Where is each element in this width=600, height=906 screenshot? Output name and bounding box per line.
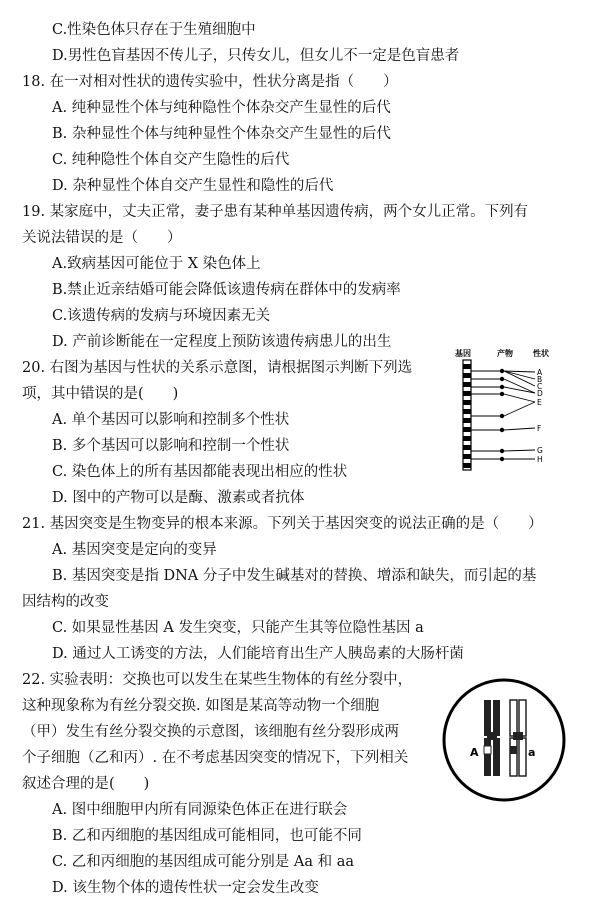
q19-stem-line1: 19. 某家庭中，丈夫正常，妻子患有某种单基因遗传病，两个女儿正常。下列有: [22, 204, 529, 220]
cell-outline: [444, 680, 564, 800]
allele-label-left: A: [470, 746, 479, 759]
q19-option-a: A.致病基因可能位于 X 染色体上: [52, 256, 261, 272]
q21-stem: 21. 基因突变是生物变异的根本来源。下列关于基因突变的说法正确的是（ ）: [22, 516, 543, 532]
q19-stem-line2: 关说法错误的是（ ）: [22, 230, 182, 246]
q22-option-b: B. 乙和丙细胞的基因组成可能相同，也可能不同: [52, 828, 362, 844]
mitotic-crossover-cell-diagram: [440, 676, 568, 804]
q18-option-c: C. 纯种隐性个体自交产生隐性的后代: [52, 152, 290, 168]
trait-b: B: [537, 375, 543, 384]
q18-stem: 18. 在一对相对性状的遗传实验中，性状分离是指（ ）: [22, 74, 398, 90]
q22-stem-line3: （甲）发生有丝分裂交换的示意图，该细胞有丝分裂形成两: [22, 724, 399, 740]
q19-option-c: C.该遗传病的发病与环境因素无关: [52, 308, 271, 324]
trait-c: C: [537, 382, 543, 391]
diagram-header-trait: 性状: [533, 349, 549, 358]
q22-stem-line4: 个子细胞（乙和丙）. 在不考虑基因突变的情况下，下列相关: [22, 750, 409, 766]
q21-option-b-line2: 因结构的改变: [22, 594, 109, 610]
q18-option-d: D. 杂种显性个体自交产生显性和隐性的后代: [52, 178, 334, 194]
q18-option-b: B. 杂种显性个体与纯种显性个体杂交产生显性的后代: [52, 126, 391, 142]
q20-stem-line1: 20. 右图为基因与性状的关系示意图，请根据图示判断下列选: [22, 360, 413, 376]
q22-option-c: C. 乙和丙细胞的基因组成可能分别是 Aa 和 aa: [52, 854, 355, 870]
q17-option-d: D.男性色盲基因不传儿子，只传女儿，但女儿不一定是色盲患者: [52, 48, 460, 64]
diagram-header-product: 产物: [497, 349, 513, 358]
product-trait-arrows: [504, 371, 535, 459]
q19-option-d: D. 产前诊断能在一定程度上预防该遗传病患儿的出生: [52, 334, 392, 350]
q20-option-b: B. 多个基因可以影响和控制一个性状: [52, 438, 290, 454]
q18-option-a: A. 纯种显性个体与纯种隐性个体杂交产生显性的后代: [52, 100, 391, 116]
q22-option-d: D. 该生物个体的遗传性状一定会发生改变: [52, 880, 319, 896]
q17-option-c: C.性染色体只存在于生殖细胞中: [52, 22, 256, 38]
q20-option-c: C. 染色体上的所有基因都能表现出相应的性状: [52, 464, 348, 480]
q22-stem-line2: 这种现象称为有丝分裂交换. 如图是某高等动物一个细胞: [22, 698, 380, 714]
trait-e: E: [537, 398, 542, 407]
trait-h: H: [537, 455, 543, 464]
allele-label-right: a: [528, 746, 536, 759]
q21-option-d: D. 通过人工诱变的方法，人们能培育出生产人胰岛素的大肠杆菌: [52, 646, 464, 662]
product-dots: [500, 369, 504, 461]
q22-option-a: A. 图中细胞甲内所有同源染色体正在进行联会: [52, 802, 348, 818]
trait-g: G: [537, 446, 543, 455]
q21-option-b-line1: B. 基因突变是指 DNA 分子中发生碱基对的替换、增添和缺失，而引起的基: [52, 568, 537, 584]
q20-option-a: A. 单个基因可以影响和控制多个性状: [52, 412, 290, 428]
gene-trait-diagram: [453, 346, 558, 476]
trait-f: F: [537, 424, 542, 433]
trait-a: A: [537, 368, 543, 377]
q21-option-c: C. 如果显性基因 A 发生突变，只能产生其等位隐性基因 a: [52, 620, 424, 636]
q20-stem-line2: 项，其中错误的是( ): [22, 386, 179, 402]
q22-stem-line1: 22. 实验表明：交换也可以发生在某些生物体的有丝分裂中，: [22, 672, 413, 688]
q22-stem-line5: 叙述合理的是( ): [22, 776, 150, 792]
gene-product-lines: [471, 371, 501, 459]
q19-option-b: B.禁止近亲结婚可能会降低该遗传病在群体中的发病率: [52, 282, 401, 298]
diagram-header-gene: 基因: [455, 349, 471, 358]
trait-d: D: [537, 389, 543, 398]
q20-option-d: D. 图中的产物可以是酶、激素或者抗体: [52, 490, 305, 506]
q21-option-a: A. 基因突变是定向的变异: [52, 542, 217, 558]
